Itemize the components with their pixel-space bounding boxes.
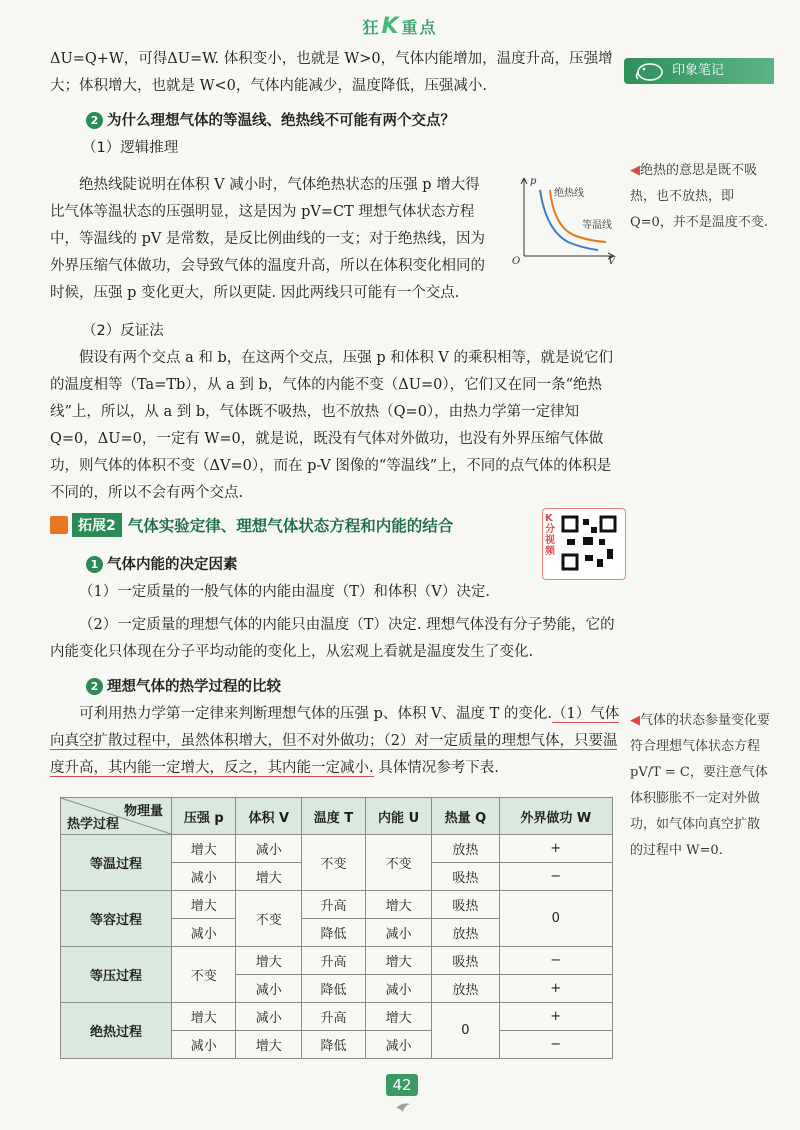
table-cell: 不变 xyxy=(172,947,236,1003)
graph-label-isothermal: 等温线 xyxy=(582,220,612,231)
heading-2-text: 为什么理想气体的等温线、绝热线不可能有两个交点？ xyxy=(107,113,455,129)
table-cell: 降低 xyxy=(302,1031,366,1059)
table-cell: 不变 xyxy=(365,835,431,891)
memo-badge xyxy=(624,58,774,84)
process-text-d: 具体情况参考下表. xyxy=(373,760,499,776)
graph-label-adiabatic: 绝热线 xyxy=(554,188,584,199)
heading-energy-text: 气体内能的决定因素 xyxy=(107,557,238,573)
table-cell: + xyxy=(499,1003,612,1031)
table-cell: 增大 xyxy=(365,947,431,975)
extension-label: 拓展2 xyxy=(72,513,122,537)
table-cell: 升高 xyxy=(302,947,366,975)
table-cell: − xyxy=(499,1031,612,1059)
process-underline-2: 对一定质量的理想气体，只要温度升高，其内能一定增大，反之，其内能一定减小. xyxy=(50,733,618,776)
heading-energy xyxy=(50,552,622,579)
col-header-energy: 内能 U xyxy=(365,798,431,835)
side-note-1 xyxy=(630,158,770,236)
row-isochoric: 等容过程 xyxy=(61,891,172,947)
table-cell: 不变 xyxy=(302,835,366,891)
table-cell: 增大 xyxy=(236,863,302,891)
col-header-work: 外界做功 W xyxy=(499,798,612,835)
process-underline-1: （1）气体向真空扩散过程中，虽然体积增大，但不对外做功；（2） xyxy=(50,706,620,749)
logic-paragraph: 绝热线陡说明在体积 V 减小时，气体绝热状态的压强 p 增大得比气体等温状态的压强明显，这是因为 pV=CT 理想气体状态方程中，等温线的 pV 是常数，是反比例曲线的一支；对于绝热线，因为外界压缩气体做功，会导致气体的温度升高，所以在体积变化相同的时候，压强 p 变化更大，所以更陡. 因此两线只可能有一个交点. xyxy=(50,177,485,301)
extension-heading xyxy=(50,512,453,538)
table-cell: 吸热 xyxy=(432,947,499,975)
table-cell: 减小 xyxy=(236,1003,302,1031)
energy-paragraph-1: （1）一定质量的一般气体的内能由温度（T）和体积（V）决定. xyxy=(79,584,490,600)
table-cell: 放热 xyxy=(432,919,499,947)
table-cell: 增大 xyxy=(172,891,236,919)
row-isothermal: 等温过程 xyxy=(61,835,172,891)
table-cell: + xyxy=(499,835,612,863)
arrow-left-icon-2: ◀ xyxy=(630,713,640,728)
table-row xyxy=(61,835,613,863)
table-row xyxy=(61,891,613,919)
table-cell: 减小 xyxy=(365,1031,431,1059)
number-badge-3: 2 xyxy=(86,678,103,695)
table-row xyxy=(61,1003,613,1031)
subheading-proof: （2）反证法 xyxy=(82,323,164,339)
corner-bottom: 热学过程 xyxy=(67,817,120,832)
arrow-left-icon: ◀ xyxy=(630,163,640,178)
col-header-heat: 热量 Q xyxy=(432,798,499,835)
book-icon xyxy=(50,516,68,534)
table-cell: 放热 xyxy=(432,975,499,1003)
graph-origin: O xyxy=(512,256,521,264)
col-header-volume: 体积 V xyxy=(236,798,302,835)
table-cell: 增大 xyxy=(236,947,302,975)
table-cell: 减小 xyxy=(236,975,302,1003)
col-header-pressure: 压强 p xyxy=(172,798,236,835)
intro-paragraph: ΔU=Q+W，可得ΔU=W. 体积变小，也就是 W>0，气体内能增加，温度升高，压强增大；体积增大，也就是 W<0，气体内能减少，温度降低，压强减小. xyxy=(50,51,613,94)
table-cell: − xyxy=(499,947,612,975)
elephant-icon xyxy=(634,60,666,82)
table-cell: 0 xyxy=(432,1003,499,1059)
table-cell: 0 xyxy=(499,891,612,947)
page-header xyxy=(0,14,800,39)
energy-paragraph-2: （2）一定质量的理想气体的内能只由温度（T）决定. 理想气体没有分子势能，它的内能变化只体现在分子平均动能的变化上，从宏观上看就是温度发生了变化. xyxy=(50,617,615,660)
table-cell: 减小 xyxy=(172,863,236,891)
pv-graph xyxy=(510,172,620,264)
header-text-2: 重点 xyxy=(401,18,438,37)
table-cell: 增大 xyxy=(365,1003,431,1031)
text-block-1 xyxy=(50,46,622,162)
table-cell: 增大 xyxy=(172,1003,236,1031)
table-cell: 减小 xyxy=(172,919,236,947)
table-row xyxy=(61,947,613,975)
number-badge-2: 1 xyxy=(86,556,103,573)
side-note-1-text: 绝热的意思是既不吸热，也不放热，即 Q=0，并不是温度不变. xyxy=(630,163,768,230)
table-cell: 吸热 xyxy=(432,891,499,919)
table-cell: 减小 xyxy=(172,1031,236,1059)
table-cell: 增大 xyxy=(172,835,236,863)
graph-axis-p: p xyxy=(530,176,537,187)
text-block-3 xyxy=(50,552,622,782)
table-cell: 吸热 xyxy=(432,863,499,891)
process-table xyxy=(60,797,613,1059)
table-corner xyxy=(61,798,172,835)
qr-caption: K分视频 xyxy=(545,513,555,557)
subheading-logic: （1）逻辑推理 xyxy=(82,140,179,156)
table-cell: + xyxy=(499,975,612,1003)
table-cell: 降低 xyxy=(302,975,366,1003)
table-cell: 升高 xyxy=(302,891,366,919)
header-text: 狂 xyxy=(362,18,381,37)
page-number: 42 xyxy=(386,1074,418,1096)
table-cell: 减小 xyxy=(236,835,302,863)
heading-process-text: 理想气体的热学过程的比较 xyxy=(107,679,281,695)
extension-title: 气体实验定律、理想气体状态方程和内能的结合 xyxy=(127,517,454,535)
table-cell: 放热 xyxy=(432,835,499,863)
table-cell: 降低 xyxy=(302,919,366,947)
table-cell: 减小 xyxy=(365,975,431,1003)
table-cell: − xyxy=(499,863,612,891)
table-cell: 减小 xyxy=(365,919,431,947)
table-cell: 增大 xyxy=(236,1031,302,1059)
table-cell: 升高 xyxy=(302,1003,366,1031)
side-note-2 xyxy=(630,708,770,864)
badge-label: 印象笔记 xyxy=(672,63,725,78)
text-block-2 xyxy=(50,280,622,507)
side-note-2-text: 气体的状态参量变化要符合理想气体状态方程 pV/T = C，要注意气体体积膨胀不一定对外做功，如气体向真空扩散的过程中 W=0. xyxy=(630,713,771,858)
graph-axis-v: V xyxy=(608,256,616,264)
col-header-temperature: 温度 T xyxy=(302,798,366,835)
heading-process xyxy=(50,674,622,701)
table-cell: 不变 xyxy=(236,891,302,947)
process-text-a: 可利用热力学第一定律来判断理想气体的压强 p、体积 V、温度 T 的变化. xyxy=(79,706,552,722)
header-logo: K xyxy=(381,14,401,39)
table-cell: 增大 xyxy=(365,891,431,919)
row-adiabatic: 绝热过程 xyxy=(61,1003,172,1059)
corner-top: 物理量 xyxy=(123,804,163,819)
process-paragraph xyxy=(50,701,622,782)
row-isobaric: 等压过程 xyxy=(61,947,172,1003)
number-badge: 2 xyxy=(86,112,103,129)
bird-icon xyxy=(394,1100,412,1114)
heading-2 xyxy=(50,108,622,135)
proof-paragraph: 假设有两个交点 a 和 b，在这两个交点，压强 p 和体积 V 的乘积相等，就是说它们的温度相等（Ta=Tb），从 a 到 b，气体的内能不变（ΔU=0），它们又在同一条“绝热线”上，所以，从 a 到 b，气体既不吸热，也不放热（Q=0），由热力学第一定律知 Q=0，ΔU=0，一定有 W=0，就是说，既没有气体对外做功，也没有外界压缩气体做功，则气体的体积不变（ΔV=0），而在 p-V 图像的“等温线”上，不同的点气体的体积是不同的，所以不会有两个交点. xyxy=(50,350,613,501)
